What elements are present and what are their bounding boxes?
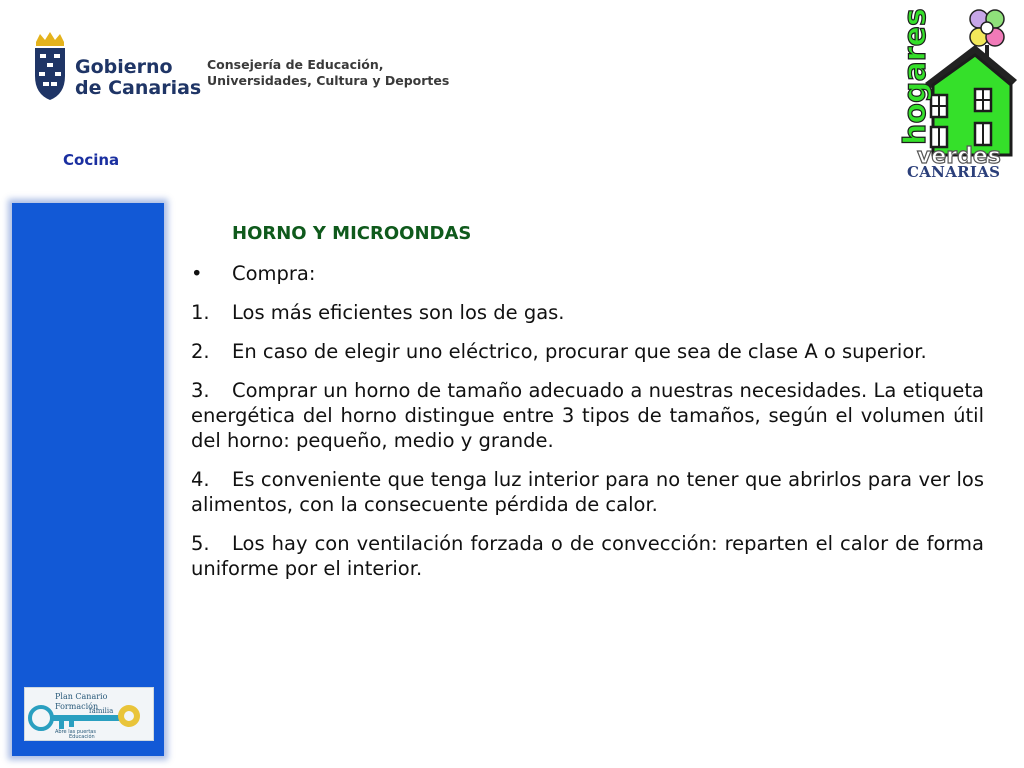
slide-heading: HORNO Y MICROONDAS — [232, 223, 472, 244]
bullet-symbol: • — [191, 262, 203, 285]
hogares-verdes-canarias-label: CANARIAS — [907, 163, 1001, 181]
bullet-text: Compra: — [232, 262, 316, 285]
list-item-text: Comprar un horno de tamaño adecuado a nuestras necesidades. La etiqueta energética del horno distingue entre 3 tipos de tamaños, según el volumen útil del horno: pequeño, medio y grande. — [191, 379, 984, 452]
svg-text:Formación: Formación — [55, 702, 99, 711]
government-line-1: Gobierno — [75, 56, 173, 78]
svg-text:hogares: hogares — [898, 8, 933, 145]
government-name — [75, 57, 201, 99]
department-line-2: Universidades, Cultura y Deportes — [207, 73, 450, 88]
list-item-text: Es conveniente que tenga luz interior para no tener que abrirlos para ver los alimentos, con la consecuente pérdida de calor. — [191, 468, 984, 516]
list-item-number: 1. — [191, 301, 210, 324]
hogares-verdes-logo-icon — [895, 5, 1017, 187]
list-item-text: Los más eficientes son los de gas. — [232, 301, 565, 324]
list-item — [191, 467, 984, 517]
list-item-text: Los hay con ventilación forzada o de convección: reparten el calor de forma uniforme por el interior. — [191, 532, 984, 580]
svg-text:Plan Canario: Plan Canario — [55, 692, 108, 701]
list-item-number: 2. — [191, 340, 210, 363]
bullet-item — [191, 262, 984, 286]
department-name — [207, 57, 449, 89]
list-item — [191, 300, 984, 325]
list-item — [191, 339, 984, 364]
section-label: Cocina — [63, 151, 120, 169]
list-item-text: En caso de elegir uno eléctrico, procurar que sea de clase A o superior. — [232, 340, 927, 363]
department-line-1: Consejería de Educación, — [207, 57, 384, 72]
svg-text:Abre las puertas: Abre las puertas — [55, 729, 96, 735]
list-item-number: 4. — [191, 468, 210, 491]
slide-body — [191, 222, 984, 581]
svg-text:familia: familia — [89, 707, 114, 715]
list-item — [191, 378, 984, 453]
svg-text:Educación: Educación — [69, 734, 95, 740]
svg-text:verdes: verdes — [917, 144, 1001, 169]
list-item-number: 3. — [191, 379, 210, 402]
plan-canario-formacion-familia-logo-icon — [24, 687, 154, 741]
sidebar-decoration — [12, 203, 164, 756]
list-item — [191, 531, 984, 581]
list-item-number: 5. — [191, 532, 210, 555]
government-line-2: de Canarias — [75, 77, 202, 99]
